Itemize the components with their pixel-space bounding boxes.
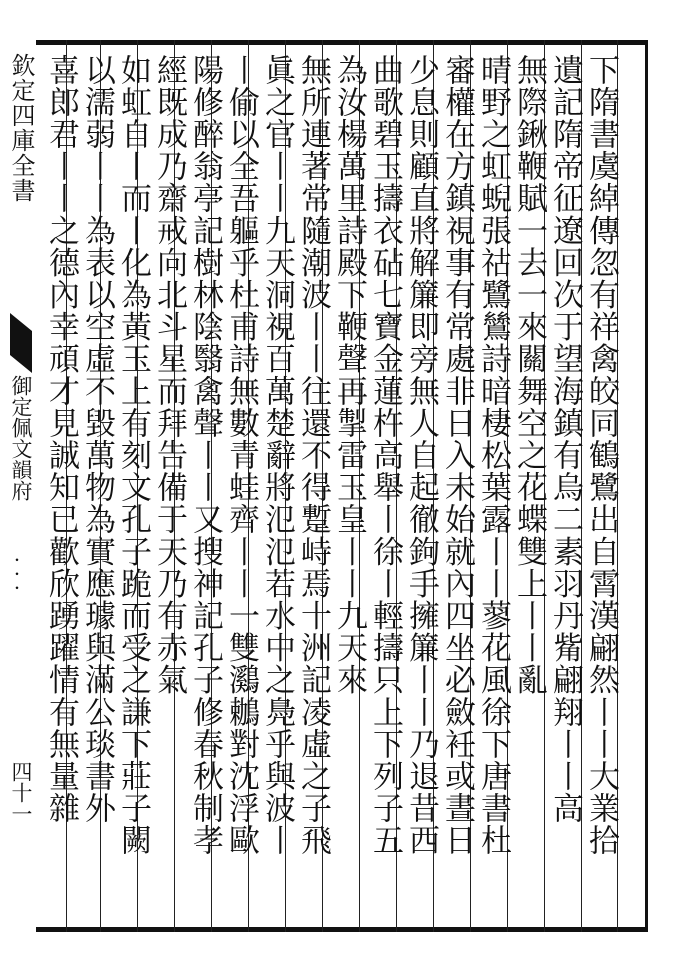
text-column: 為汝楊萬里詩殿下鞭聲再掣雷玉皇丨丨九天來 xyxy=(331,54,367,696)
text-column: 遺記隋帝征遼回次于望海鎮有烏二素羽丹觜翩翔丨丨高 xyxy=(547,54,583,825)
fishtail-mark xyxy=(10,313,32,373)
text-column: 以濡弱丨丨為表以空虛不毀萬物為實應璩與滿公琰書外 xyxy=(79,54,115,825)
margin-dots: ・・・ xyxy=(8,553,24,595)
text-column: 下隋書虞綽傳忽有祥禽皎同鶴鷺出自霄漢翩然丨丨大業拾 xyxy=(583,54,619,857)
text-column: 喜郎君丨丨之德內幸頑才見誠知已歡欣踴躍情有無量雜 xyxy=(43,54,79,825)
text-column: 經既成乃齋戒向北斗星而拜告備于天乃有赤氣 xyxy=(151,54,187,696)
text-column: 丨偷以全吾軀乎杜甫詩無數青蛙齊丨丨一雙鸂鶒對沈浮歐 xyxy=(223,54,259,857)
text-column: 眞之官丨丨九天洞視百萬楚辭將氾氾若水中之鳧乎與波丨 xyxy=(259,54,295,857)
text-column: 陽修醉翁亭記樹林陰翳禽聲丨丨又搜神記孔子修春秋制孝 xyxy=(187,54,223,857)
text-column: 晴野之虹蜺張祜鷺鷥詩暗棲松葉露丨丨蓼花風徐下唐書杜 xyxy=(475,54,511,857)
text-column: 無所連著常隨潮波丨丨往還不得蹔峙焉十洲記凌虛之子飛 xyxy=(295,54,331,857)
text-column: 審權在方鎮視事有常處非日入未始就內四坐必斂衽或晝日 xyxy=(439,54,475,857)
collection-title: 欽定四庫全書 xyxy=(7,53,35,203)
text-column: 無際鍬鞭賦一去一來關舞空之花蝶雙上丨丨亂 xyxy=(511,54,547,696)
text-column: 如虹自丨而丨化為黃玉上有刻文孔子跪而受之謙下莊子闕 xyxy=(115,54,151,857)
book-title: 御定佩文韻府 xyxy=(9,375,33,501)
text-column: 少息則顧直將解簾即旁無人自起徹鉤手擁簾丨丨乃退昔西 xyxy=(403,54,439,857)
page-number: 四十一 xyxy=(9,761,33,824)
text-column: 曲歌碧玉擣衣砧七寶金蓮杵高舉丨徐丨輕擣只上下列子五 xyxy=(367,54,403,857)
page-margin xyxy=(6,45,36,927)
